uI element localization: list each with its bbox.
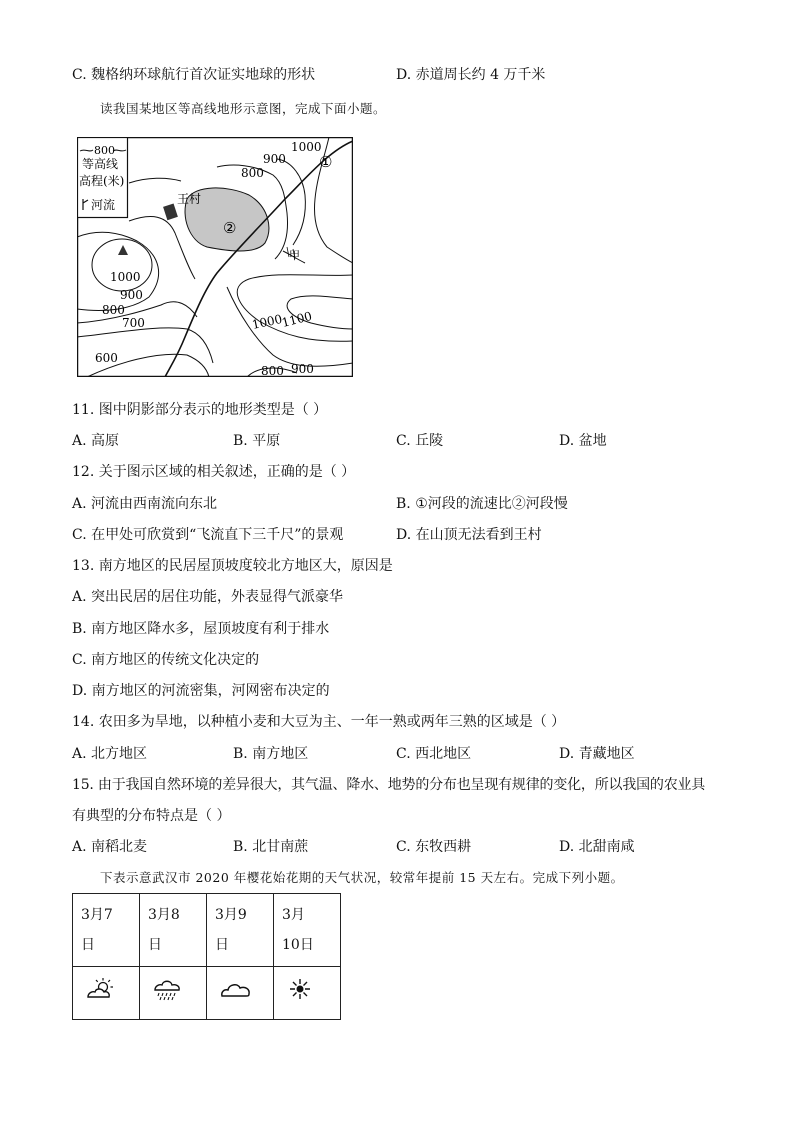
q12-option-c: C. 在甲处可欣赏到“飞流直下三千尺”的景观 (72, 527, 344, 543)
label-circle-2: ② (223, 219, 237, 237)
label-900-left: 900 (120, 288, 143, 302)
q13-stem: 13. 南方地区的民居屋顶坡度较北方地区大，原因是 (72, 558, 393, 574)
map-intro: 读我国某地区等高线地形示意图，完成下面小题。 (100, 101, 387, 116)
q12-option-a: A. 河流由西南流向东北 (72, 496, 218, 512)
date-label: 3月8日 (148, 907, 180, 953)
weather-table (72, 893, 341, 1020)
label-village: 王村 (177, 192, 202, 206)
q13-option-b: B. 南方地区降水多，屋顶坡度有利于排水 (72, 621, 330, 637)
legend-elevation-label: 高程(米) (79, 174, 125, 188)
village-marker (163, 203, 178, 220)
label-700: 700 (122, 316, 145, 330)
date-label: 3月7日 (81, 907, 113, 953)
q13-option-d: D. 南方地区的河流密集，河网密布决定的 (72, 683, 330, 699)
q11-option-c: C. 丘陵 (396, 433, 444, 449)
date-cell (207, 894, 274, 967)
q15-option-b: B. 北甘南蔗 (233, 839, 309, 855)
label-800-left: 800 (102, 303, 125, 317)
q14-stem: 14. 农田多为旱地，以种植小麦和大豆为主、一年一熟或两年三熟的区域是（ ） (72, 714, 566, 730)
rain-cloud-icon (152, 977, 182, 1003)
q10-option-d: D. 赤道周长约 4 万千米 (396, 67, 546, 83)
date-label: 3月10日 (282, 907, 314, 953)
q14-option-d: D. 青藏地区 (559, 746, 635, 762)
date-cell (274, 894, 341, 967)
q14-option-c: C. 西北地区 (396, 746, 472, 762)
date-cell (73, 894, 140, 967)
label-1000-right: 1000 (250, 311, 284, 332)
q10-option-c: C. 魏格纳环球航行首次证实地球的形状 (72, 67, 316, 83)
date-cell (140, 894, 207, 967)
q15-option-a: A. 南稻北麦 (72, 839, 148, 855)
q13-option-c: C. 南方地区的传统文化决定的 (72, 652, 260, 668)
q15-option-c: C. 东牧西耕 (396, 839, 472, 855)
q15-stem-line2: 有典型的分布特点是（ ） (72, 808, 231, 824)
date-label: 3月9日 (215, 907, 247, 953)
q12-stem: 12. 关于图示区域的相关叙述，正确的是（ ） (72, 464, 356, 480)
contour-map (77, 137, 353, 377)
cloud-icon (219, 977, 253, 1003)
peak-icon (118, 245, 128, 255)
q14-option-b: B. 南方地区 (233, 746, 309, 762)
table-intro: 下表示意武汉市 2020 年樱花始花期的天气状况，较常年提前 15 天左右。完成下列小题。 (100, 870, 624, 885)
label-peak-1000: 1000 (110, 270, 141, 284)
sun-icon (286, 977, 316, 1003)
label-jia: 甲 (289, 249, 300, 262)
sun-behind-cloud-icon (85, 977, 115, 1003)
label-900-top: 900 (263, 152, 286, 166)
q14-option-a: A. 北方地区 (72, 746, 148, 762)
weather-cell (140, 967, 207, 1020)
label-800-top: 800 (241, 166, 264, 180)
legend-contour-sample: 800 (94, 144, 115, 157)
label-800-bottom: 800 (261, 364, 284, 377)
q11-stem: 11. 图中阴影部分表示的地形类型是（ ） (72, 402, 328, 418)
q11-option-b: B. 平原 (233, 433, 281, 449)
weather-cell (73, 967, 140, 1020)
q12-option-b: B. ①河段的流速比②河段慢 (396, 496, 568, 512)
label-1100: 1100 (280, 308, 314, 330)
q11-option-d: D. 盆地 (559, 433, 607, 449)
q13-option-a: A. 突出民居的居住功能，外表显得气派豪华 (72, 589, 344, 605)
label-1000-top: 1000 (291, 140, 322, 154)
legend-river-label: 河流 (91, 198, 116, 212)
weather-cell (207, 967, 274, 1020)
q15-stem-line1: 15. 由于我国自然环境的差异很大，其气温、降水、地势的分布也呈现有规律的变化，所以我国的农业具 (72, 777, 706, 793)
label-600: 600 (95, 351, 118, 365)
weather-cell (274, 967, 341, 1020)
q11-option-a: A. 高原 (72, 433, 120, 449)
label-circle-1: ① (319, 153, 333, 171)
legend-contour-label: 等高线 (82, 157, 119, 171)
q15-option-d: D. 北甜南咸 (559, 839, 635, 855)
label-900-bottom: 900 (291, 362, 314, 376)
q12-option-d: D. 在山顶无法看到王村 (396, 527, 542, 543)
